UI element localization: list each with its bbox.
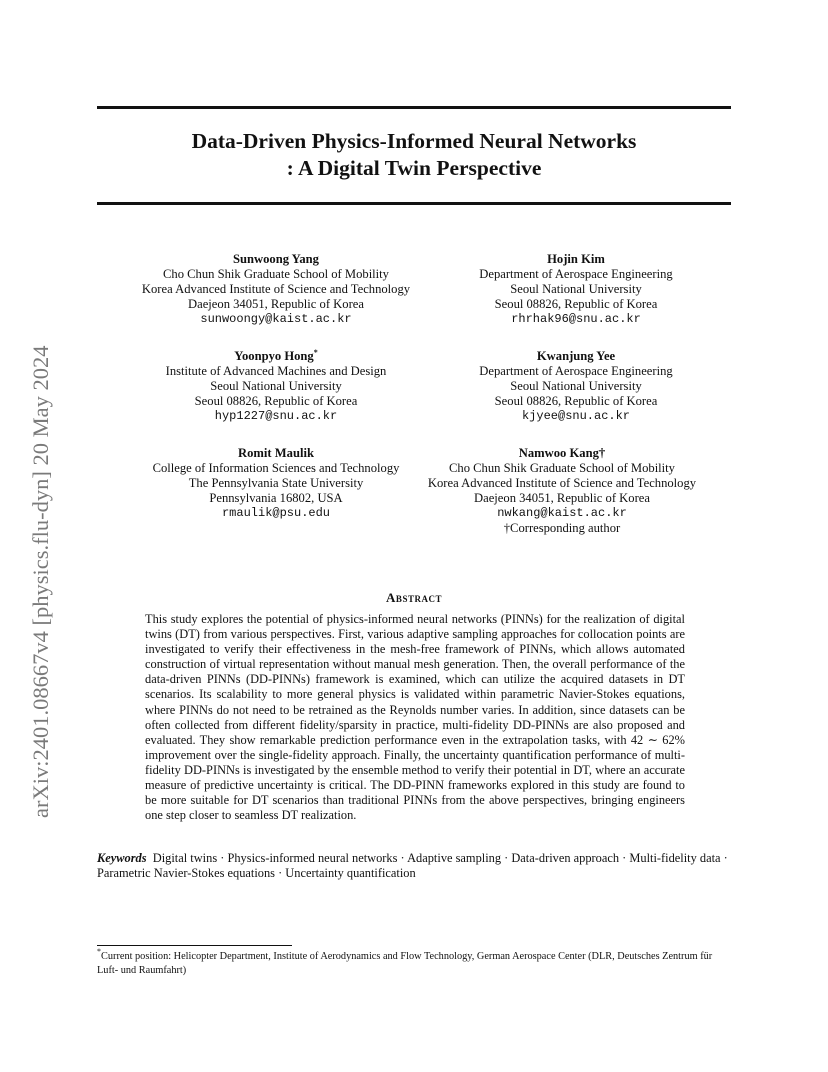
- author-affiliation: Korea Advanced Institute of Science and Technology: [427, 476, 697, 490]
- author-affiliation: Seoul National University: [210, 379, 342, 393]
- author-name: [110, 349, 442, 364]
- author-affiliation: Institute of Advanced Machines and Design: [165, 364, 387, 378]
- arxiv-sidebar: [10, 244, 53, 829]
- author-address: Daejeon 34051, Republic of Korea: [188, 297, 364, 311]
- author-email[interactable]: hyp1227@snu.ac.kr: [214, 409, 338, 423]
- footnote-mark: *: [97, 947, 101, 956]
- author-affiliation: Korea Advanced Institute of Science and Technology: [141, 282, 411, 296]
- author-address: Seoul 08826, Republic of Korea: [494, 394, 658, 408]
- keywords-text: Digital twins · Physics-informed neural networks · Adaptive sampling · Data-driven approach · Multi-fidelity data · Parametric Navier-Stokes equations · Uncertainty quantification: [97, 851, 728, 881]
- author-email[interactable]: kjyee@snu.ac.kr: [521, 409, 631, 423]
- author-address: Daejeon 34051, Republic of Korea: [474, 491, 650, 505]
- author-name: Romit Maulik: [238, 446, 314, 460]
- abstract-heading: [97, 590, 731, 606]
- author-name: Sunwoong Yang: [233, 252, 319, 266]
- author-block: [410, 252, 742, 327]
- author-name-text: Yoonpyo Hong: [234, 349, 314, 363]
- corresponding-author-note: †Corresponding author: [503, 521, 621, 535]
- author-address: Pennsylvania 16802, USA: [209, 491, 343, 505]
- footnote-text: Current position: Helicopter Department, Institute of Aerodynamics and Flow Technology, German Aerospace Center (DLR, Deutsches Zentrum für Luft- und Raumfahrt): [97, 951, 713, 976]
- author-affiliation: Cho Chun Shik Graduate School of Mobility: [163, 267, 389, 281]
- footnote: [97, 947, 733, 977]
- author-affiliation: The Pennsylvania State University: [188, 476, 364, 490]
- author-affiliation: Seoul National University: [510, 379, 642, 393]
- title-rule-bottom: [97, 202, 731, 205]
- author-name: Hojin Kim: [547, 252, 605, 266]
- author-affiliation: College of Information Sciences and Technology: [152, 461, 400, 475]
- author-email[interactable]: rhrhak96@snu.ac.kr: [511, 312, 641, 326]
- author-affiliation: Department of Aerospace Engineering: [479, 267, 673, 281]
- author-email[interactable]: rmaulik@psu.edu: [221, 506, 331, 520]
- abstract-body: This study explores the potential of physics-informed neural networks (PINNs) for the realization of digital twins (DT) from various perspectives. First, various adaptive sampling approaches for collocation points are investigated to verify their effectiveness in the mesh-free framework of PINNs, which allows automated construction of virtual representation without manual mesh generation. Then, the overall performance of the data-driven PINNs (DD-PINNs) framework is examined, which can utilize the acquired datasets in DT scenarios. Its scalability to more general physics is validated within parametric Navier-Stokes equations, where PINNs do not need to be retrained as the Reynolds number varies. In addition, since datasets can be often collected from different fidelity/sparsity in practice, multi-fidelity DD-PINNs are also proposed and evaluated. They show remarkable prediction performance even in the extrapolation tasks, with 42 ∼ 62% improvement over the single-fidelity approach. Finally, the uncertainty quantification performance of multi-fidelity DD-PINNs is investigated by the ensemble method to verify their potential in DT, where an accurate measure of predictive uncertainty is critical. The DD-PINN frameworks explored in this study are found to be more suitable for DT scenarios than traditional PINNs from the above perspectives, bringing engineers one step closer to seamless DT realization.: [145, 612, 685, 823]
- keywords: [97, 851, 731, 881]
- footnote-marker: *: [313, 348, 318, 357]
- author-block: [110, 252, 442, 327]
- author-affiliation: Cho Chun Shik Graduate School of Mobility: [449, 461, 675, 475]
- author-block: [410, 349, 742, 424]
- author-name: Namwoo Kang†: [518, 446, 606, 460]
- title-line-1: Data-Driven Physics-Informed Neural Networks: [191, 129, 637, 153]
- author-block: [110, 446, 442, 521]
- title-rule-top: [97, 106, 731, 109]
- author-address: Seoul 08826, Republic of Korea: [194, 394, 358, 408]
- paper-title: [97, 128, 731, 182]
- author-affiliation: Seoul National University: [510, 282, 642, 296]
- keywords-label: Keywords: [97, 851, 147, 865]
- arxiv-identifier: arXiv:2401.08667v4 [physics.flu-dyn] 20 May 2024: [28, 345, 53, 818]
- author-block: [396, 446, 728, 536]
- author-name: Kwanjung Yee: [536, 349, 616, 363]
- author-affiliation: Department of Aerospace Engineering: [479, 364, 673, 378]
- title-line-2: : A Digital Twin Perspective: [286, 156, 542, 180]
- footnote-rule: [97, 945, 292, 946]
- abstract-heading-text: Abstract: [386, 590, 442, 605]
- author-block: [110, 349, 442, 424]
- author-address: Seoul 08826, Republic of Korea: [494, 297, 658, 311]
- author-email[interactable]: nwkang@kaist.ac.kr: [497, 506, 627, 520]
- author-email[interactable]: sunwoongy@kaist.ac.kr: [200, 312, 352, 326]
